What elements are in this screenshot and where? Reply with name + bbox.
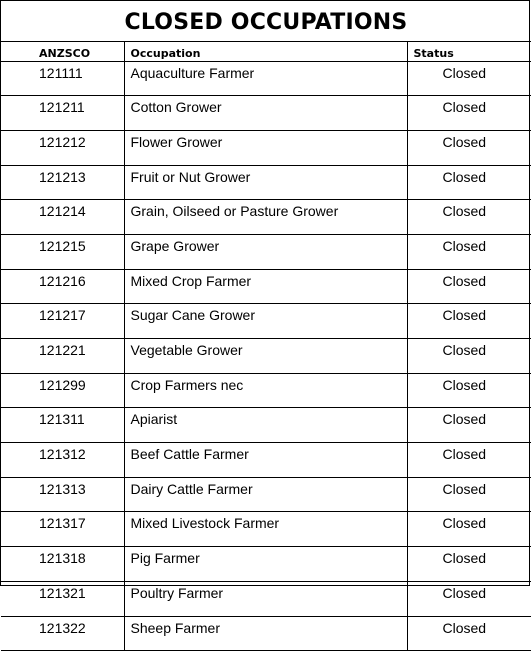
document-title: CLOSED OCCUPATIONS [124,10,408,35]
table-row [1,443,531,478]
status-cell: Closed [407,373,531,408]
table-row [1,61,531,96]
occupation-cell: Mixed Livestock Farmer [124,512,407,547]
status-cell: Closed [407,547,531,582]
table-row [1,234,531,269]
table-row [1,304,531,339]
anzsco-cell: 121312 [1,443,124,478]
header-anzsco: ANZSCO [1,41,124,61]
occupation-cell: Crop Farmers nec [124,373,407,408]
status-cell: Closed [407,269,531,304]
header-occupation: Occupation [124,41,407,61]
table-row [1,547,531,582]
anzsco-cell: 121299 [1,373,124,408]
table-row [1,269,531,304]
anzsco-cell: 121317 [1,512,124,547]
anzsco-cell: 121211 [1,96,124,131]
occupation-cell: Sugar Cane Grower [124,304,407,339]
table-row [1,96,531,131]
status-cell: Closed [407,443,531,478]
status-cell: Closed [407,200,531,235]
table-row [1,339,531,374]
occupation-cell: Beef Cattle Farmer [124,443,407,478]
anzsco-cell: 121221 [1,339,124,374]
status-cell: Closed [407,616,531,651]
occupation-cell: Vegetable Grower [124,339,407,374]
status-cell: Closed [407,581,531,616]
anzsco-cell: 121212 [1,130,124,165]
occupation-cell: Pig Farmer [124,547,407,582]
occupation-cell: Mixed Crop Farmer [124,269,407,304]
table-row [1,477,531,512]
anzsco-cell: 121213 [1,165,124,200]
anzsco-cell: 121216 [1,269,124,304]
occupation-cell: Cotton Grower [124,96,407,131]
occupation-cell: Dairy Cattle Farmer [124,477,407,512]
closed-occupations-table [1,41,531,651]
anzsco-cell: 121313 [1,477,124,512]
occupation-cell: Poultry Farmer [124,581,407,616]
status-cell: Closed [407,96,531,131]
table-header-row [1,41,531,61]
table-row [1,200,531,235]
status-cell: Closed [407,165,531,200]
occupation-cell: Grain, Oilseed or Pasture Grower [124,200,407,235]
status-cell: Closed [407,477,531,512]
status-cell: Closed [407,304,531,339]
anzsco-cell: 121322 [1,616,124,651]
status-cell: Closed [407,339,531,374]
status-cell: Closed [407,234,531,269]
table-row [1,130,531,165]
anzsco-cell: 121215 [1,234,124,269]
table-row [1,165,531,200]
occupation-cell: Grape Grower [124,234,407,269]
occupation-cell: Sheep Farmer [124,616,407,651]
table-row [1,616,531,651]
occupation-cell: Aquaculture Farmer [124,61,407,96]
occupation-cell: Apiarist [124,408,407,443]
header-status: Status [407,41,531,61]
table-row [1,408,531,443]
table-row [1,512,531,547]
table-row [1,373,531,408]
anzsco-cell: 121318 [1,547,124,582]
status-cell: Closed [407,408,531,443]
anzsco-cell: 121111 [1,61,124,96]
anzsco-cell: 121311 [1,408,124,443]
status-cell: Closed [407,130,531,165]
anzsco-cell: 121321 [1,581,124,616]
table-body [1,61,531,651]
status-cell: Closed [407,512,531,547]
status-cell: Closed [407,61,531,96]
anzsco-cell: 121214 [1,200,124,235]
occupation-cell: Fruit or Nut Grower [124,165,407,200]
occupation-cell: Flower Grower [124,130,407,165]
anzsco-cell: 121217 [1,304,124,339]
